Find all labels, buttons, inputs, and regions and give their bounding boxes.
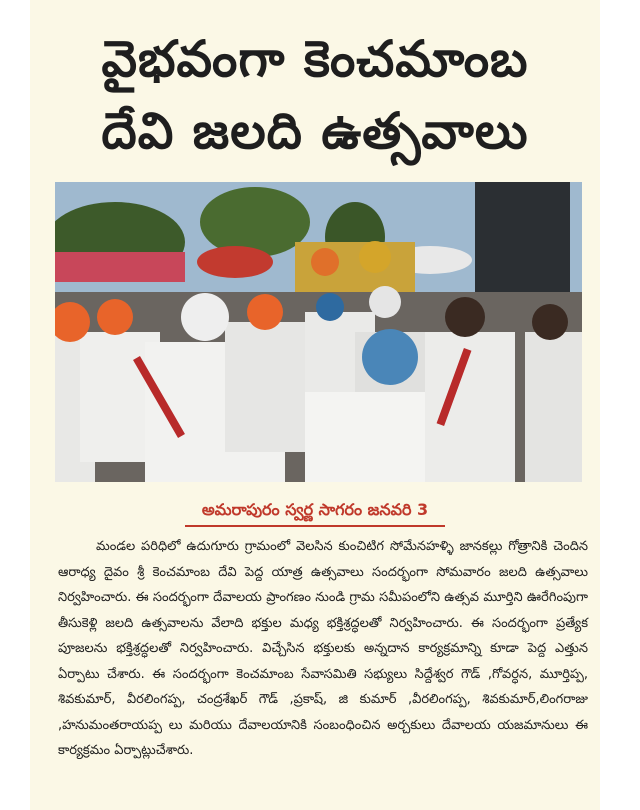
article-body: మండల పరిధిలో ఉదుగూరు గ్రామంలో వెలసిన కుంచిటిగ సోమేనహళ్ళి జానకల్లు గోత్రానికి చెందిన ఆరాధ్య దైవం శ్రీ కెంచమాంబ దేవి పెద్ద యాత్ర ఉత్సవాలు సందర్భంగా సోమవారం జలది ఉత్సవాలు నిర్వహించారు. ఈ సందర్భంగా దేవాలయ ప్రాంగణం నుండి గ్రామ సమీపంలోని ఉత్సవ మూర్తిని ఊరేగింపుగా తీసుకెళ్లి జలది ఉత్సవాలను వేలాది భక్తుల మధ్య భక్తిశ్రద్ధలతో నిర్వహించారు. ఈ సందర్భంగా ప్రత్యేక పూజలను భక్తిశ్రద్ధలతో నిర్వహించారు. విచ్చేసిన భక్తులకు అన్నదాన కార్యక్రమాన్ని కూడా పెద్ద ఎత్తున ఏర్పాటు చేశారు. ఈ సందర్భంగా కెంచమాంబ సేవాసమితి సభ్యులు సిద్దేశ్వర గౌడ్ ,గోవర్ధన, మూర్తిప్ప, శివకుమార్, వీరలింగప్ప, చంద్రశేఖర్ గౌడ్ ,ప్రకాష్, జి కుమార్ ,వీరలింగప్ప, శివకుమార్,లింగరాజు ,హనుమంతరాయప్ప లు మరియు దేవాలయానికి సంబంధించిన అర్చకులు దేవాలయ యజమానులు ఈ కార్యక్రమం ఏర్పాట్లుచేశారు.: [58, 539, 588, 758]
dateline: అమరాపురం స్వర్ణ సాగరం జనవరి 3: [201, 500, 429, 519]
procession-illustration: [55, 182, 582, 482]
headline-line-1: వైభవంగా కెంచమాంబ: [101, 30, 529, 88]
festival-procession-photo: [55, 182, 582, 482]
news-clipping: [30, 0, 600, 810]
dateline-underline: [185, 525, 445, 527]
headline-line-2: దేవి జలది ఉత్సవాలు: [101, 102, 529, 160]
